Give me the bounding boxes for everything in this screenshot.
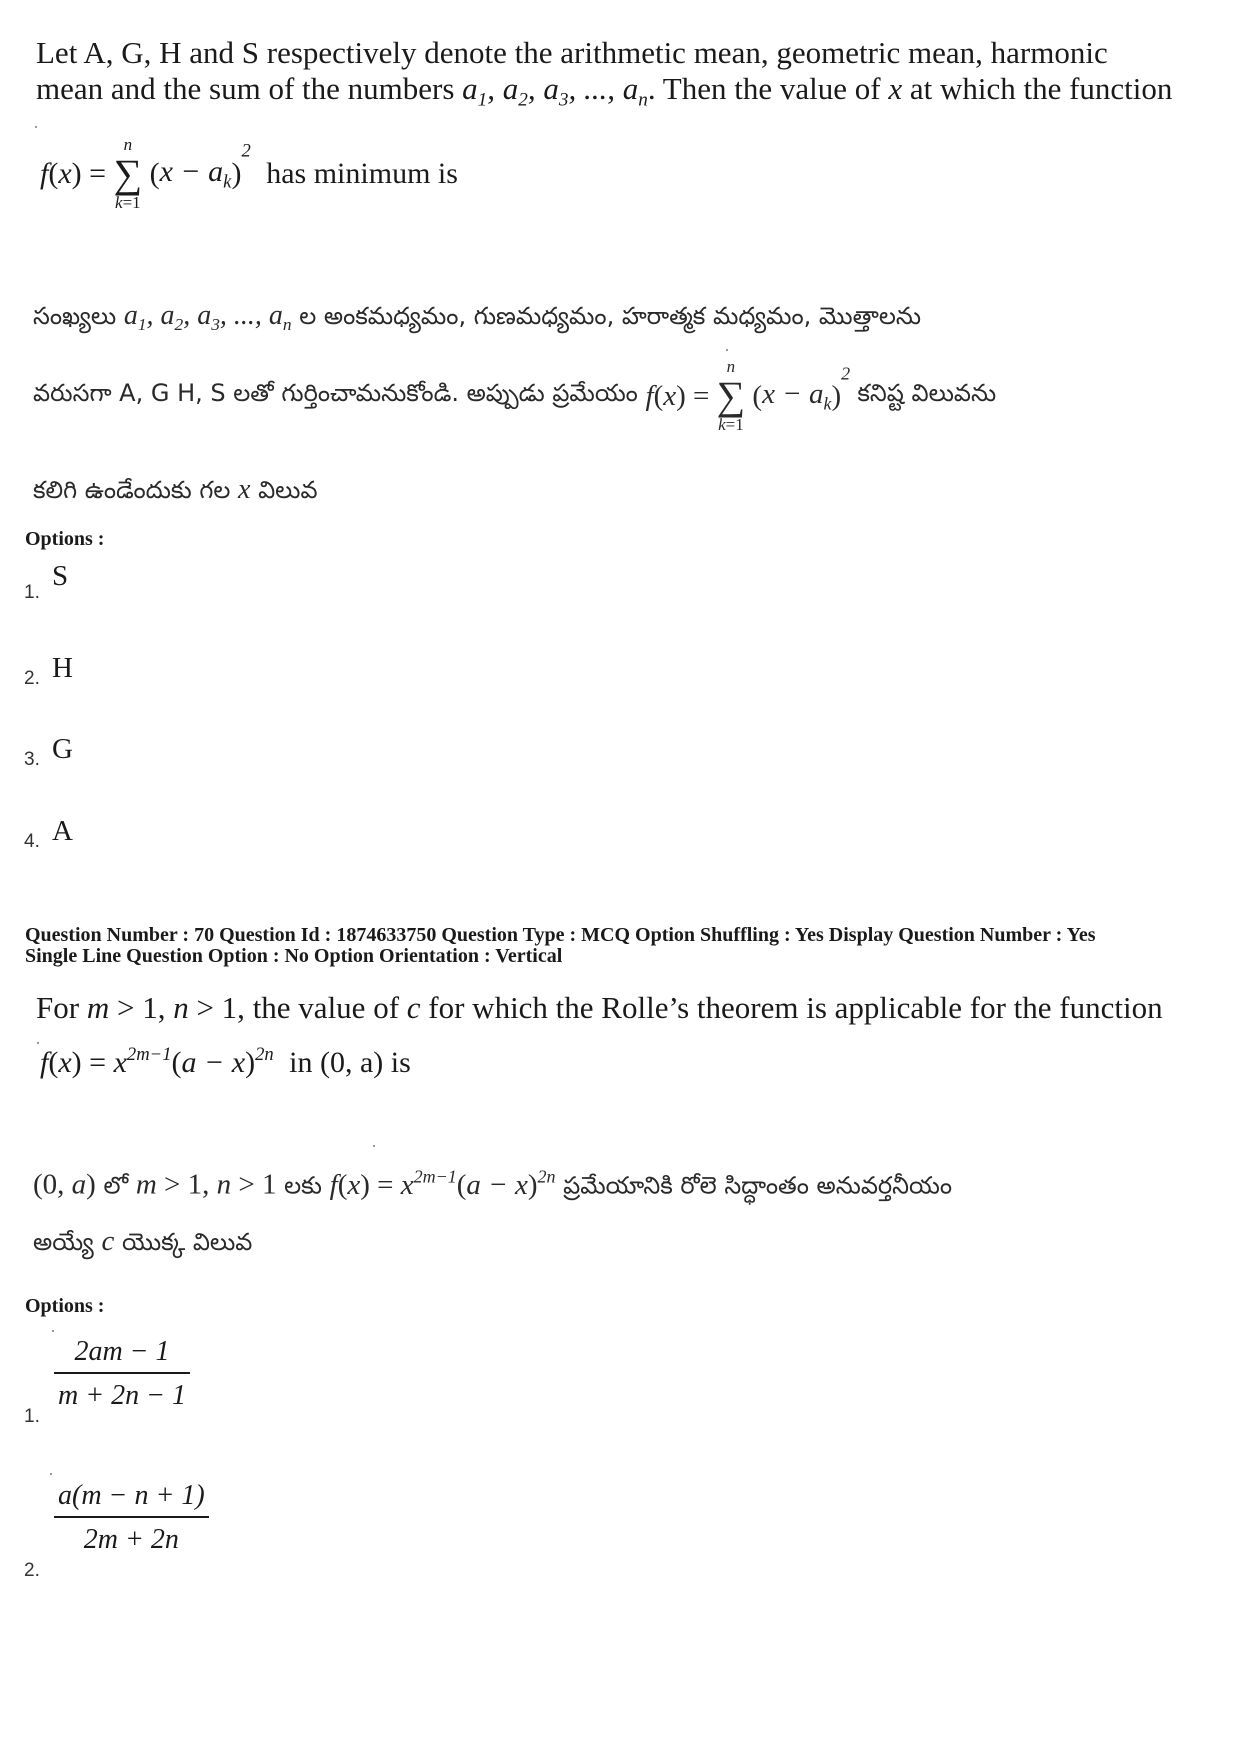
q70-english-line-1 <box>36 989 1163 1027</box>
q70-option-1[interactable] <box>22 1336 222 1446</box>
q69-telugu-sequence: $a_1$, $a_2$, $a_3$, ..., $a_n$ <box>123 300 292 335</box>
option-number: 1. <box>24 1406 40 1427</box>
q69-english-line-2-text-c: at which the function <box>909 71 1173 106</box>
q70-english-line-1-c: for which the Rolle’s theorem is applicable for the function <box>428 990 1163 1025</box>
q69-function-formula: f(x) = n ∑ k=1 $(x - a_k)^2$ has minimum is <box>40 135 458 212</box>
q69-options-label: Options : <box>25 528 105 550</box>
option-number: 2. <box>24 668 40 689</box>
q69-english-line-2: mean and the sum of the numbers $a_1$, $a_2$, $a_3$, ..., $a_n$. Then the value of x at which the function <box>36 71 1173 111</box>
fraction-denominator: m + 2n − 1 <box>58 1380 187 1411</box>
q70-meta-line-2: Single Line Question Option : No Option Orientation : Vertical <box>25 945 563 967</box>
q70-telugu-c: c <box>101 1225 115 1257</box>
fraction-denominator: 2m + 2n <box>83 1524 179 1555</box>
q70-english-line-1-a: For <box>36 990 80 1025</box>
option-value: S <box>52 560 69 592</box>
q69-telugu-line-2 <box>33 358 996 434</box>
fraction-numerator: 2am − 1 <box>74 1336 170 1367</box>
option-number: 4. <box>24 831 40 852</box>
summation-symbol: n ∑ k=1 <box>113 135 143 212</box>
q70-english-line-1-b: the value of <box>252 990 400 1025</box>
q69-english-line-2-text-a: mean and the sum of the numbers <box>36 71 455 106</box>
q70-telugu-line-2-a: అయ్యే <box>33 1228 94 1256</box>
option-number: 2. <box>24 1560 40 1581</box>
summation-symbol: n ∑ k=1 <box>716 357 746 434</box>
option-fraction <box>54 1336 190 1412</box>
option-number: 1. <box>24 582 40 603</box>
q70-telugu-line-2 <box>33 1225 252 1262</box>
q69-telugu-line-1-a: సంఖ్యలు <box>33 302 117 330</box>
q69-telugu-x: x <box>238 474 251 505</box>
option-fraction <box>54 1480 209 1556</box>
q69-sequence-formula: $a_1$, $a_2$, $a_3$, ..., $a_n$ <box>462 71 648 111</box>
q70-condition: m > 1, n > 1, <box>86 990 245 1025</box>
q70-telugu-interval: (0, a) <box>33 1168 96 1201</box>
option-value: A <box>52 815 73 847</box>
q70-telugu-line-2-b: యొక్క విలువ <box>121 1228 253 1256</box>
q70-options-label: Options : <box>25 1295 105 1317</box>
q69-telugu-line-1 <box>33 300 921 336</box>
q70-meta-line-1: Question Number : 70 Question Id : 1874633750 Question Type : MCQ Option Shuffling : Yes Display Question Number : Yes <box>25 924 1096 946</box>
q69-telugu-line-2-b: కనిష్ట విలువను <box>857 379 997 407</box>
q70-telugu-line-1-b: లకు <box>284 1171 322 1200</box>
fraction-numerator: a(m − n + 1) <box>58 1480 205 1511</box>
option-number: 3. <box>24 749 40 770</box>
q69-english-line-2-text-b: Then the value of <box>662 71 881 106</box>
option-value: H <box>52 652 73 684</box>
q70-function-formula: $f(x) = x^{2m-1}(a - x)^{2n}$ in (0, a) is <box>40 1044 411 1080</box>
q70-telugu-line-1-a: లో <box>103 1171 129 1200</box>
q70-telugu-function-formula: $f(x) = x^{2m-1}(a - x)^{2n}$ <box>329 1166 556 1201</box>
q69-telugu-line-1-b: ల అంకమధ్యమం, గుణమధ్యమం, హరాత్మక మధ్యమం, మొత్తాలను <box>299 302 922 330</box>
q69-telugu-line-2-a: వరుసగా A, G H, S లతో గుర్తించామనుకోండి. అప్పుడు ప్రమేయం <box>33 379 638 407</box>
q70-telugu-line-1 <box>33 1166 952 1206</box>
q69-formula-tail: has minimum is <box>266 157 458 190</box>
q69-telugu-line-3 <box>33 474 318 510</box>
q69-x-variable: x <box>888 71 903 106</box>
q69-english-line-1: Let A, G, H and S respectively denote the arithmetic mean, geometric mean, harmonic <box>36 35 1108 70</box>
q70-formula-tail: in (0, a) is <box>289 1046 411 1080</box>
q69-telugu-line-3-b: విలువ <box>258 476 318 504</box>
option-value: G <box>52 733 73 765</box>
q70-option-2[interactable] <box>22 1480 242 1595</box>
q69-telugu-function-formula: f(x) = n ∑ k=1 $(x - a_k)^2$ <box>645 357 851 434</box>
q69-telugu-line-3-a: కలిగి ఉండేందుకు గల <box>33 476 231 504</box>
q70-telugu-line-1-c: ప్రమేయానికి రోలె సిద్ధాంతం అనువర్తనీయం <box>563 1171 953 1200</box>
q70-telugu-condition: m > 1, n > 1 <box>135 1168 277 1201</box>
q70-c-variable: c <box>406 990 421 1025</box>
